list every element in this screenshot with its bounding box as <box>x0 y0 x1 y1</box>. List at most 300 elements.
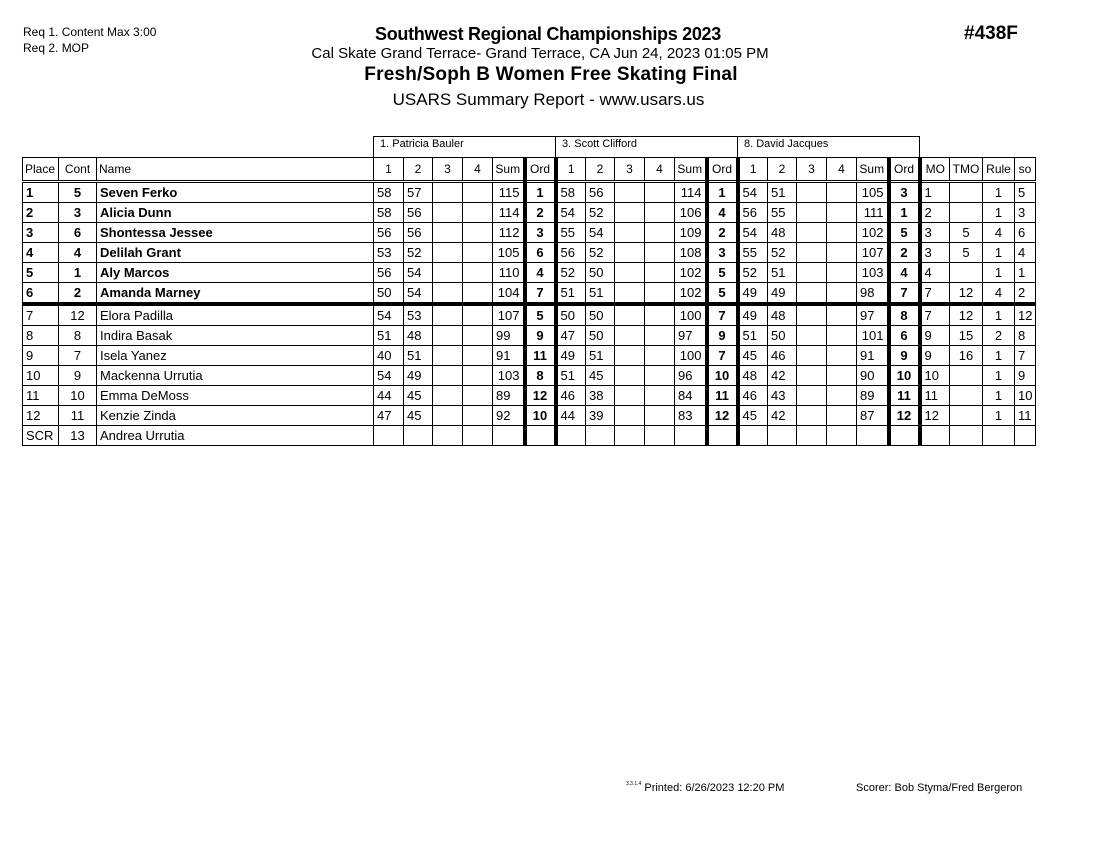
sum-cell: 91 <box>493 346 525 366</box>
sum-cell: 103 <box>493 366 525 386</box>
score-3 <box>433 223 463 243</box>
event-code: #438F <box>964 23 1018 44</box>
header-judge1-col2: 2 <box>404 158 433 182</box>
score-4 <box>463 426 493 446</box>
ordinal-cell: 5 <box>525 304 556 326</box>
table-row <box>23 283 1036 305</box>
score-2: 52 <box>586 203 615 223</box>
score-3 <box>615 326 645 346</box>
contestant-number-cell: 13 <box>59 426 97 446</box>
printed-timestamp: Printed: 6/26/2023 12:20 PM <box>644 782 785 794</box>
header-judge3-col3: 3 <box>797 158 827 182</box>
score-2: 54 <box>404 263 433 283</box>
score-4 <box>463 203 493 223</box>
header-judge2-col6: Ord <box>707 158 738 182</box>
score-2: 45 <box>586 366 615 386</box>
score-1 <box>556 426 586 446</box>
ordinal-cell: 9 <box>889 346 920 366</box>
score-2: 50 <box>586 326 615 346</box>
table-row <box>23 326 1036 346</box>
sum-cell: 83 <box>675 406 707 426</box>
ordinal-cell: 1 <box>525 182 556 203</box>
score-3 <box>615 182 645 203</box>
score-3 <box>433 346 463 366</box>
sum-cell: 100 <box>675 346 707 366</box>
score-4 <box>645 223 675 243</box>
score-1: 49 <box>738 283 768 305</box>
header-so: so <box>1015 158 1036 182</box>
score-2: 48 <box>768 223 797 243</box>
score-2: 39 <box>586 406 615 426</box>
score-3 <box>433 406 463 426</box>
sum-cell: 101 <box>857 326 889 346</box>
mo-cell: 7 <box>920 304 950 326</box>
skater-name-cell: Aly Marcos <box>97 263 374 283</box>
ordinal-cell: 7 <box>707 304 738 326</box>
contestant-number-cell: 10 <box>59 386 97 406</box>
place-cell: 9 <box>23 346 59 366</box>
score-3 <box>615 386 645 406</box>
mo-cell: 3 <box>920 243 950 263</box>
ordinal-cell: 11 <box>889 386 920 406</box>
requirement-1: Req 1. Content Max 3:00 <box>23 25 157 39</box>
ordinal-cell: 4 <box>707 203 738 223</box>
contestant-number-cell: 2 <box>59 283 97 305</box>
score-4 <box>463 366 493 386</box>
judge-name-2: 3. Scott Clifford <box>556 137 738 158</box>
score-2: 38 <box>586 386 615 406</box>
score-2: 52 <box>404 243 433 263</box>
sum-cell: 103 <box>857 263 889 283</box>
sum-cell: 96 <box>675 366 707 386</box>
sum-cell <box>675 426 707 446</box>
header-place: Place <box>23 158 59 182</box>
score-2: 50 <box>586 263 615 283</box>
ordinal-cell: 7 <box>889 283 920 305</box>
score-1: 56 <box>374 223 404 243</box>
ordinal-cell: 5 <box>707 263 738 283</box>
sum-cell: 90 <box>857 366 889 386</box>
score-2: 46 <box>768 346 797 366</box>
ordinal-cell: 8 <box>889 304 920 326</box>
score-3 <box>615 223 645 243</box>
score-3 <box>615 304 645 326</box>
rule-cell: 1 <box>983 406 1015 426</box>
header-cont: Cont <box>59 158 97 182</box>
score-2: 51 <box>404 346 433 366</box>
rule-cell: 1 <box>983 366 1015 386</box>
score-3 <box>433 326 463 346</box>
table-row <box>23 304 1036 326</box>
ordinal-cell: 11 <box>525 346 556 366</box>
sum-cell: 105 <box>493 243 525 263</box>
ordinal-cell: 11 <box>707 386 738 406</box>
score-1: 40 <box>374 346 404 366</box>
score-4 <box>463 223 493 243</box>
table-row <box>23 406 1036 426</box>
score-2 <box>586 426 615 446</box>
ordinal-cell: 9 <box>525 326 556 346</box>
score-2: 55 <box>768 203 797 223</box>
header-judge2-col2: 2 <box>586 158 615 182</box>
score-2: 54 <box>586 223 615 243</box>
sum-cell: 97 <box>857 304 889 326</box>
score-3 <box>797 223 827 243</box>
score-2 <box>404 426 433 446</box>
score-2: 49 <box>404 366 433 386</box>
tmo-cell: 5 <box>950 243 983 263</box>
score-2: 54 <box>404 283 433 305</box>
score-1: 55 <box>556 223 586 243</box>
header-judge1-col4: 4 <box>463 158 493 182</box>
header-judge3-col5: Sum <box>857 158 889 182</box>
score-3 <box>433 263 463 283</box>
tmo-cell: 12 <box>950 304 983 326</box>
score-3 <box>797 426 827 446</box>
score-1: 52 <box>556 263 586 283</box>
score-3 <box>433 304 463 326</box>
so-cell: 8 <box>1015 326 1036 346</box>
score-1: 47 <box>556 326 586 346</box>
score-1: 58 <box>556 182 586 203</box>
score-3 <box>433 426 463 446</box>
contestant-number-cell: 9 <box>59 366 97 386</box>
ordinal-cell <box>707 426 738 446</box>
tmo-cell: 16 <box>950 346 983 366</box>
score-1: 46 <box>556 386 586 406</box>
sum-cell: 102 <box>857 223 889 243</box>
score-1: 56 <box>738 203 768 223</box>
score-3 <box>433 386 463 406</box>
ordinal-cell: 1 <box>889 203 920 223</box>
sum-cell: 109 <box>675 223 707 243</box>
place-cell: 3 <box>23 223 59 243</box>
contestant-number-cell: 4 <box>59 243 97 263</box>
skater-name-cell: Seven Ferko <box>97 182 374 203</box>
table-row <box>23 366 1036 386</box>
score-4 <box>645 406 675 426</box>
score-4 <box>463 386 493 406</box>
score-4 <box>463 263 493 283</box>
score-1: 55 <box>738 243 768 263</box>
contestant-number-cell: 11 <box>59 406 97 426</box>
skater-name-cell: Delilah Grant <box>97 243 374 263</box>
score-4 <box>645 243 675 263</box>
place-cell: 2 <box>23 203 59 223</box>
tmo-cell <box>950 406 983 426</box>
score-1: 58 <box>374 182 404 203</box>
place-cell: 5 <box>23 263 59 283</box>
so-cell: 7 <box>1015 346 1036 366</box>
score-2: 42 <box>768 366 797 386</box>
table-row <box>23 263 1036 283</box>
mo-cell: 4 <box>920 263 950 283</box>
score-1: 45 <box>738 346 768 366</box>
score-1: 56 <box>556 243 586 263</box>
score-2: 50 <box>768 326 797 346</box>
event-title: Southwest Regional Championships 2023 <box>375 24 721 44</box>
ordinal-cell: 7 <box>707 346 738 366</box>
table-row <box>23 203 1036 223</box>
contestant-number-cell: 1 <box>59 263 97 283</box>
score-1: 46 <box>738 386 768 406</box>
score-1: 44 <box>374 386 404 406</box>
skater-name-cell: Elora Padilla <box>97 304 374 326</box>
mo-cell: 2 <box>920 203 950 223</box>
report-line: USARS Summary Report - www.usars.us <box>392 90 705 109</box>
score-1: 48 <box>738 366 768 386</box>
score-3 <box>615 263 645 283</box>
version-label: 3.3.1.4 <box>626 781 642 787</box>
so-cell: 9 <box>1015 366 1036 386</box>
score-1: 51 <box>738 326 768 346</box>
sum-cell: 84 <box>675 386 707 406</box>
score-4 <box>827 346 857 366</box>
skater-name-cell: Amanda Marney <box>97 283 374 305</box>
score-3 <box>615 346 645 366</box>
score-4 <box>645 366 675 386</box>
score-2: 57 <box>404 182 433 203</box>
contestant-number-cell: 5 <box>59 182 97 203</box>
skater-name-cell: Emma DeMoss <box>97 386 374 406</box>
place-cell: 6 <box>23 283 59 305</box>
header-judge1-col5: Sum <box>493 158 525 182</box>
score-3 <box>615 426 645 446</box>
venue-line: Cal Skate Grand Terrace- Grand Terrace, CA Jun 24, 2023 01:05 PM <box>311 45 769 62</box>
so-cell: 10 <box>1015 386 1036 406</box>
header-judge1-col3: 3 <box>433 158 463 182</box>
header-judge2-col3: 3 <box>615 158 645 182</box>
score-1: 49 <box>556 346 586 366</box>
sum-cell: 106 <box>675 203 707 223</box>
place-cell: 1 <box>23 182 59 203</box>
header-name: Name <box>97 158 374 182</box>
ordinal-cell: 2 <box>525 203 556 223</box>
rule-cell: 1 <box>983 304 1015 326</box>
judges-header-row <box>23 137 1036 158</box>
score-2: 56 <box>404 223 433 243</box>
header-judge3-col4: 4 <box>827 158 857 182</box>
mo-cell: 3 <box>920 223 950 243</box>
score-4 <box>645 182 675 203</box>
sum-cell: 107 <box>493 304 525 326</box>
header-judge2-col5: Sum <box>675 158 707 182</box>
sum-cell: 100 <box>675 304 707 326</box>
header-judge2-col4: 4 <box>645 158 675 182</box>
score-4 <box>463 283 493 305</box>
ordinal-cell: 7 <box>525 283 556 305</box>
score-3 <box>797 263 827 283</box>
sum-cell: 112 <box>493 223 525 243</box>
score-3 <box>615 203 645 223</box>
score-4 <box>827 263 857 283</box>
score-4 <box>827 243 857 263</box>
score-4 <box>645 426 675 446</box>
score-3 <box>615 243 645 263</box>
mo-cell: 9 <box>920 346 950 366</box>
ordinal-cell: 8 <box>525 366 556 386</box>
score-4 <box>463 182 493 203</box>
contestant-number-cell: 8 <box>59 326 97 346</box>
rule-cell: 1 <box>983 243 1015 263</box>
score-3 <box>797 366 827 386</box>
rule-cell <box>983 426 1015 446</box>
skater-name-cell: Kenzie Zinda <box>97 406 374 426</box>
score-4 <box>463 346 493 366</box>
score-3 <box>433 203 463 223</box>
rule-cell: 1 <box>983 203 1015 223</box>
ordinal-cell: 4 <box>889 263 920 283</box>
place-cell: 11 <box>23 386 59 406</box>
score-1: 51 <box>556 283 586 305</box>
score-2: 56 <box>404 203 433 223</box>
score-4 <box>827 223 857 243</box>
table-row <box>23 386 1036 406</box>
sum-cell: 102 <box>675 263 707 283</box>
score-1: 51 <box>374 326 404 346</box>
place-cell: 10 <box>23 366 59 386</box>
score-4 <box>463 243 493 263</box>
rule-cell: 1 <box>983 263 1015 283</box>
ordinal-cell: 5 <box>707 283 738 305</box>
contestant-number-cell: 7 <box>59 346 97 366</box>
so-cell: 5 <box>1015 182 1036 203</box>
score-3 <box>797 386 827 406</box>
ordinal-cell: 6 <box>525 243 556 263</box>
table-row <box>23 426 1036 446</box>
score-1: 53 <box>374 243 404 263</box>
header-rule: Rule <box>983 158 1015 182</box>
so-cell: 3 <box>1015 203 1036 223</box>
judge-name-3: 8. David Jacques <box>738 137 920 158</box>
score-3 <box>615 406 645 426</box>
scorer-info: Scorer: Bob Styma/Fred Bergeron <box>856 782 1023 794</box>
skater-name-cell: Alicia Dunn <box>97 203 374 223</box>
ordinal-cell: 5 <box>889 223 920 243</box>
so-cell: 4 <box>1015 243 1036 263</box>
score-2: 51 <box>586 283 615 305</box>
score-3 <box>797 243 827 263</box>
sum-cell: 99 <box>493 326 525 346</box>
tmo-cell <box>950 366 983 386</box>
rule-cell: 4 <box>983 223 1015 243</box>
place-cell: 4 <box>23 243 59 263</box>
so-cell: 2 <box>1015 283 1036 305</box>
tmo-cell: 15 <box>950 326 983 346</box>
column-header-row <box>23 158 1036 182</box>
contestant-number-cell: 12 <box>59 304 97 326</box>
contestant-number-cell: 3 <box>59 203 97 223</box>
ordinal-cell: 12 <box>707 406 738 426</box>
header-judge3-col2: 2 <box>768 158 797 182</box>
score-4 <box>645 346 675 366</box>
score-3 <box>615 366 645 386</box>
header-tmo: TMO <box>950 158 983 182</box>
header-judge1-col6: Ord <box>525 158 556 182</box>
event-name: Fresh/Soph B Women Free Skating Final <box>364 64 738 85</box>
score-1: 51 <box>556 366 586 386</box>
sum-cell: 87 <box>857 406 889 426</box>
sum-cell: 108 <box>675 243 707 263</box>
table-row <box>23 243 1036 263</box>
score-4 <box>645 304 675 326</box>
sum-cell: 114 <box>493 203 525 223</box>
score-4 <box>645 326 675 346</box>
rule-cell: 1 <box>983 386 1015 406</box>
skater-name-cell: Shontessa Jessee <box>97 223 374 243</box>
score-1: 56 <box>374 263 404 283</box>
tmo-cell <box>950 426 983 446</box>
header-judge3-col6: Ord <box>889 158 920 182</box>
score-3 <box>433 182 463 203</box>
score-2: 42 <box>768 406 797 426</box>
score-2: 49 <box>768 283 797 305</box>
results-table <box>22 136 1036 446</box>
ordinal-cell: 6 <box>889 326 920 346</box>
skater-name-cell: Andrea Urrutia <box>97 426 374 446</box>
printed-info <box>626 782 784 794</box>
score-2: 51 <box>768 182 797 203</box>
ordinal-cell: 2 <box>889 243 920 263</box>
sum-cell <box>493 426 525 446</box>
sum-cell: 91 <box>857 346 889 366</box>
score-4 <box>827 304 857 326</box>
score-4 <box>827 203 857 223</box>
score-1: 54 <box>738 182 768 203</box>
sum-cell: 111 <box>857 203 889 223</box>
place-cell: SCR <box>23 426 59 446</box>
score-3 <box>797 203 827 223</box>
tmo-cell <box>950 182 983 203</box>
score-4 <box>827 406 857 426</box>
so-cell: 12 <box>1015 304 1036 326</box>
score-3 <box>433 366 463 386</box>
table-row <box>23 223 1036 243</box>
tmo-cell <box>950 386 983 406</box>
ordinal-cell: 1 <box>707 182 738 203</box>
score-4 <box>645 386 675 406</box>
header-mo: MO <box>920 158 950 182</box>
score-4 <box>827 182 857 203</box>
so-cell <box>1015 426 1036 446</box>
header-judge1-col1: 1 <box>374 158 404 182</box>
score-4 <box>645 283 675 305</box>
score-2: 45 <box>404 386 433 406</box>
score-1 <box>738 426 768 446</box>
score-2: 51 <box>586 346 615 366</box>
score-1: 47 <box>374 406 404 426</box>
so-cell: 11 <box>1015 406 1036 426</box>
tmo-cell: 5 <box>950 223 983 243</box>
header-judge3-col1: 1 <box>738 158 768 182</box>
sum-cell: 105 <box>857 182 889 203</box>
ordinal-cell: 10 <box>889 366 920 386</box>
place-cell: 8 <box>23 326 59 346</box>
score-2: 45 <box>404 406 433 426</box>
ordinal-cell <box>889 426 920 446</box>
ordinal-cell: 10 <box>525 406 556 426</box>
score-4 <box>827 326 857 346</box>
score-3 <box>797 346 827 366</box>
place-cell: 7 <box>23 304 59 326</box>
sum-cell: 89 <box>857 386 889 406</box>
score-4 <box>827 426 857 446</box>
score-3 <box>433 243 463 263</box>
score-2: 48 <box>768 304 797 326</box>
score-1: 50 <box>374 283 404 305</box>
table-row <box>23 346 1036 366</box>
table-row <box>23 182 1036 203</box>
